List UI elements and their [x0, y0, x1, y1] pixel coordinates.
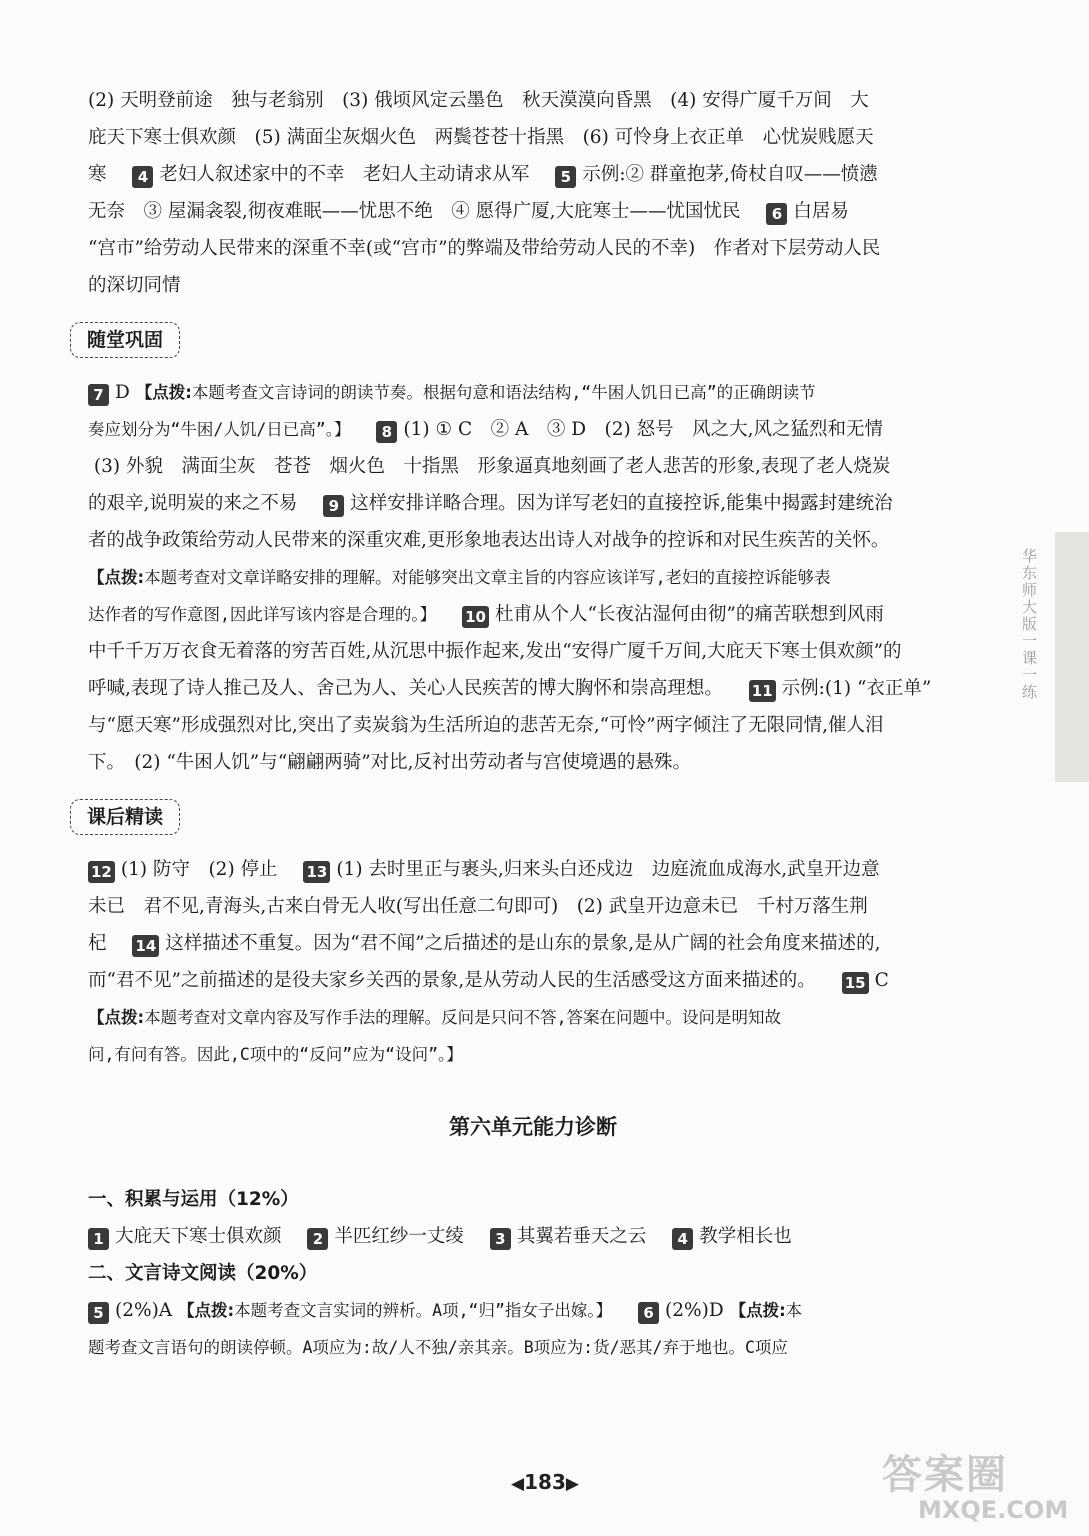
question-number-badge: 10	[462, 606, 489, 628]
watermark	[882, 1454, 1082, 1530]
part1-answers	[88, 1218, 978, 1255]
part2-line-2	[88, 1329, 978, 1366]
hint-text: 本题考查对文章详略安排的理解。对能够突出文章主旨的内容应该详写,老妇的直接控诉能够表	[144, 568, 831, 587]
part-heading: 二、文言诗文阅读（20%）	[88, 1263, 318, 1284]
answer-text: 未已 君不见,青海头,古来白骨无人收(写出任意二句即可) (2) 武皇开边意未已 千村万落生荆	[88, 896, 868, 917]
answer-text: 杞	[88, 933, 107, 954]
answer-text: 示例:② 群童抱茅,倚杖自叹——愤懑	[582, 164, 878, 185]
intro-line-6	[88, 267, 978, 304]
q9-hint-line	[88, 559, 978, 596]
hint-text: 奏应划分为“牛困/人饥/日已高”。】	[88, 420, 351, 439]
answer-text: 下。 (2) “牛困人饥”与“翩翩两骑”对比,反衬出劳动者与宫使境遇的悬殊。	[88, 752, 692, 773]
hint-label: 【点拨:	[88, 1008, 145, 1027]
answer-text: (1) 防守 (2) 停止	[120, 859, 278, 880]
question-number-badge: 4	[132, 166, 153, 188]
question-number-badge: 1	[88, 1228, 109, 1250]
answer-text: 的艰辛,说明炭的来之不易	[88, 493, 298, 514]
answer-text: 老妇人叙述家中的不幸 老妇人主动请求从军	[159, 164, 530, 185]
question-number-badge: 6	[766, 203, 787, 225]
q12-q13-line	[88, 851, 978, 888]
answer-text: D	[115, 382, 130, 403]
answer-text: 呼喊,表现了诗人推己及人、舍己为人、关心人民疾苦的博大胸怀和崇高理想。	[88, 678, 723, 699]
q9-q10-line	[88, 596, 978, 633]
answer-text: C	[874, 970, 889, 991]
intro-line-3	[88, 156, 978, 193]
answer-text: 者的战争政策给劳动人民带来的深重灾难,更形象地表达出诗人对战争的控诉和对民生疾苦的关怀。	[88, 530, 890, 551]
answer-text: (1) ① C ② A ③ D (2) 怒号 风之大,风之猛烈和无情	[403, 419, 884, 440]
question-number-badge: 9	[323, 495, 344, 517]
question-number-badge: 5	[88, 1302, 109, 1324]
intro-line-5	[88, 230, 978, 267]
answer-text: 中千千万万衣食无着落的穷苦百姓,从沉思中振作起来,发出“安得广厦千万间,大庇天下寒士俱欢颜”的	[88, 641, 902, 662]
intro-text: (2) 天明登前途 独与老翁别 (3) 俄顷风定云墨色 秋天漠漠向昏黑 (4) 安得广厦千万间 大	[88, 90, 869, 111]
section-heading-in-class: 随堂巩固	[70, 322, 180, 358]
hint-note	[178, 1301, 612, 1320]
triangle-right-icon: ▶	[565, 1474, 579, 1494]
answer-text: 半匹红纱一丈绫	[334, 1226, 464, 1247]
side-tab	[1055, 532, 1089, 782]
hint-label: 【点拨:	[88, 568, 145, 587]
q9-line-2	[88, 522, 978, 559]
answer-text: “宫市”给劳动人民带来的深重不幸(或“宫市”的弊端及带给劳动人民的不幸) 作者对下层劳动人民	[88, 238, 881, 259]
section-heading-after-class: 课后精读	[70, 799, 180, 835]
part2-line-1	[88, 1292, 978, 1329]
question-number-badge: 2	[307, 1228, 328, 1250]
question-number-badge: 6	[638, 1302, 659, 1324]
intro-line-1	[88, 82, 978, 119]
answer-text: 示例:(1) “衣正单”	[781, 678, 932, 699]
q10-line-2	[88, 633, 978, 670]
answer-text: (1) 去时里正与裹头,归来头白还戍边 边庭流血成海水,武皇开边意	[336, 859, 880, 880]
hint-text: 问,有问有答。因此,C项中的“反问”应为“设问”。】	[88, 1045, 463, 1064]
q15-hint-line	[88, 999, 978, 1036]
side-label: 华东师大版一课一练	[1020, 548, 1038, 701]
watermark-logo: 答案圈	[882, 1452, 1008, 1498]
answer-text: 杜甫从个人“长夜沾湿何由彻”的痛苦联想到风雨	[494, 604, 884, 625]
triangle-left-icon: ◀	[511, 1474, 525, 1494]
q8-q9-line	[88, 485, 978, 522]
answer-text: 而“君不见”之前描述的是役夫家乡关西的景象,是从劳动人民的生活感受这方面来描述的。	[88, 970, 816, 991]
question-number-badge: 12	[88, 861, 115, 883]
hint-label: 【点拨:	[178, 1301, 235, 1320]
question-number-badge: 15	[842, 972, 869, 994]
hint-text: 本题考查对文章内容及写作手法的理解。反问是只问不答,答案在问题中。设问是明知故	[144, 1008, 782, 1027]
answer-text: 与“愿天寒”形成强烈对比,突出了卖炭翁为生活所迫的悲苦无奈,“可怜”两字倾注了无限同情,催人泪	[88, 715, 884, 736]
hint-text: 达作者的写作意图,因此详写该内容是合理的。】	[88, 605, 437, 624]
q11-line-2	[88, 707, 978, 744]
question-number-badge: 14	[132, 935, 159, 957]
page-number-text: 183	[524, 1470, 566, 1494]
question-number-badge: 7	[88, 384, 109, 406]
hint-note	[730, 1301, 803, 1320]
hint-label: 【点拨:	[135, 383, 192, 402]
q13-line-2	[88, 888, 978, 925]
hint-text: 本题考查文言实词的辨析。A项,“归”指女子出嫁。】	[234, 1301, 613, 1320]
intro-text: 庇天下寒士俱欢颜 (5) 满面尘灰烟火色 两鬓苍苍十指黑 (6) 可怜身上衣正单 心忧炭贱愿天	[88, 127, 874, 148]
answer-text: 教学相长也	[699, 1226, 792, 1247]
question-number-badge: 11	[749, 680, 776, 702]
q7-line	[88, 374, 978, 411]
question-number-badge: 8	[376, 421, 397, 443]
part-heading: 一、积累与运用（12%）	[88, 1189, 299, 1210]
answer-text: 这样安排详略合理。因为详写老妇的直接控诉,能集中揭露封建统治	[350, 493, 893, 514]
intro-line-2	[88, 119, 978, 156]
question-number-badge: 5	[555, 166, 576, 188]
answer-text: 白居易	[793, 201, 849, 222]
q15-hint-line-2	[88, 1036, 978, 1073]
intro-line-4	[88, 193, 978, 230]
hint-label: 【点拨:	[729, 1301, 786, 1320]
unit-title: 第六单元能力诊断	[449, 1115, 617, 1139]
question-number-badge: 3	[490, 1228, 511, 1250]
answer-text: 其翼若垂天之云	[516, 1226, 647, 1247]
q10-q11-line	[88, 670, 978, 707]
page-content	[88, 82, 978, 1366]
answer-text: (2%)D	[665, 1300, 724, 1321]
hint-text: 本	[785, 1301, 803, 1320]
q14-q15-line	[88, 962, 978, 999]
question-number-badge: 13	[303, 861, 330, 883]
answer-text: 大庇天下寒士俱欢颜	[115, 1226, 282, 1247]
answer-text: 的深切同情	[88, 275, 181, 296]
answer-text: (2%)A	[115, 1300, 173, 1321]
answer-text: (3) 外貌 满面尘灰 苍苍 烟火色 十指黑 形象逼真地刻画了老人悲苦的形象,表现了老人烧炭	[93, 456, 891, 477]
q13-q14-line	[88, 925, 978, 962]
q8-line-2	[88, 448, 978, 485]
hint-note	[136, 383, 816, 402]
intro-text: 寒	[88, 164, 107, 185]
q11-line-3	[88, 744, 978, 781]
q7-q8-line	[88, 411, 978, 448]
question-number-badge: 4	[672, 1228, 693, 1250]
hint-text: 题考查文言语句的朗读停顿。A项应为:故/人不独/亲其亲。B项应为:货/恶其/弃于地也。C项应	[88, 1338, 788, 1357]
watermark-url: MXQE.COM	[918, 1496, 1069, 1524]
answer-text: 这样描述不重复。因为“君不闻”之后描述的是山东的景象,是从广阔的社会角度来描述的,	[165, 933, 881, 954]
page-number	[490, 1470, 600, 1494]
answer-text: 无奈 ③ 屋漏衾裂,彻夜难眠——忧思不绝 ④ 愿得广厦,大庇寒士——忧国忧民	[88, 201, 741, 222]
hint-text: 本题考查文言诗词的朗读节奏。根据句意和语法结构,“牛困人饥日已高”的正确朗读节	[191, 383, 816, 402]
